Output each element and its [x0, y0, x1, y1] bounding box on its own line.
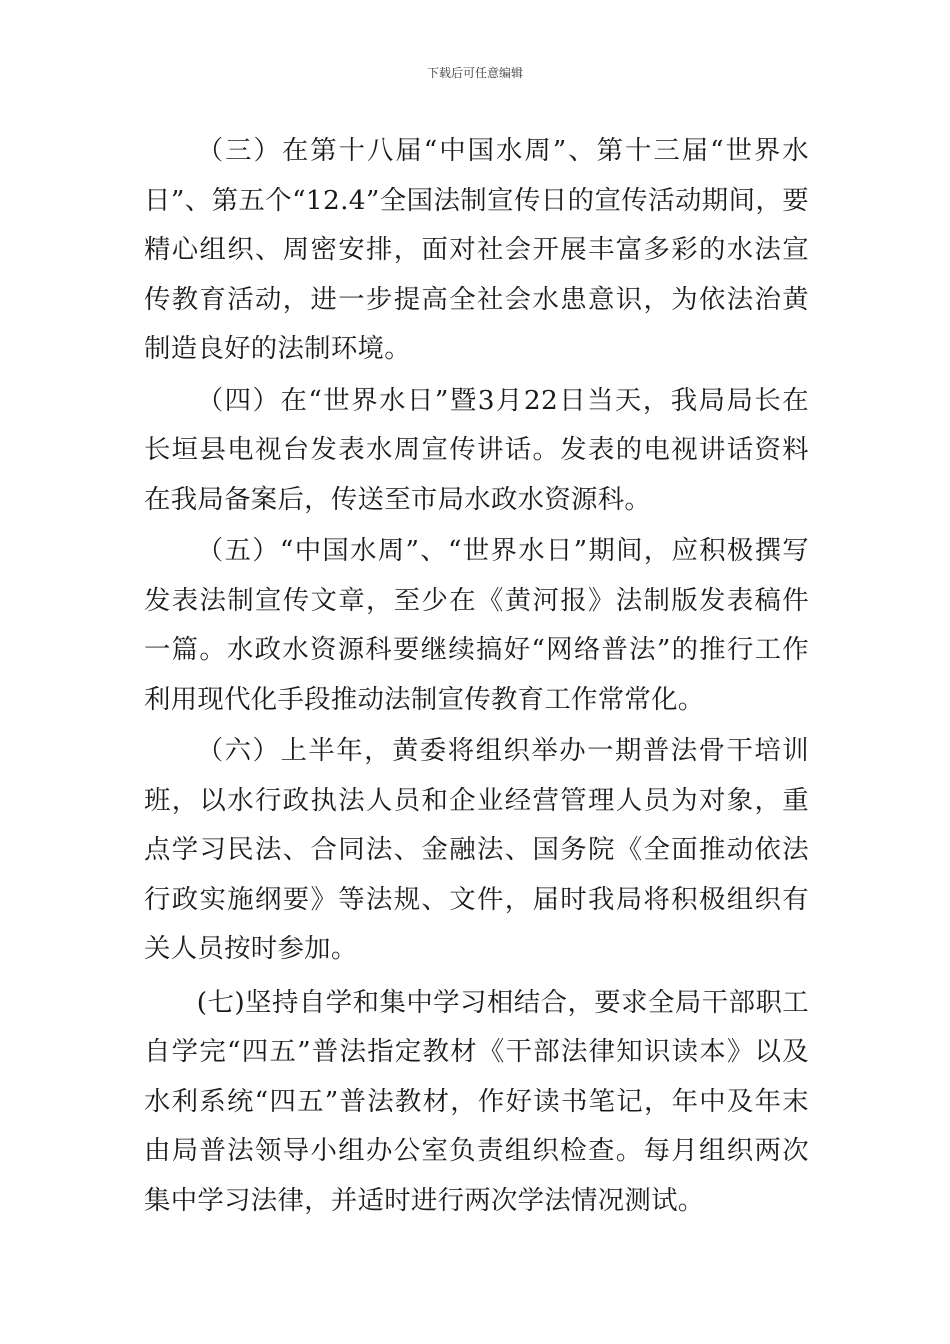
page-header: 下载后可任意编辑	[426, 66, 523, 80]
document-body	[144, 126, 809, 1225]
paragraph-3: （三）在第十八届“中国水周”、第十三届“世界水日”、第五个“12.4”全国法制宣传日的宣传活动期间，要精心组织、周密安排，面对社会开展丰富多彩的水法宣传教育活动，进一步提高全社会水患意识，为依法治黄制造良好的法制环境。	[144, 135, 809, 364]
paragraph-6: （六）上半年，黄委将组织举办一期普法骨干培训班，以水行政执法人员和企业经营管理人员为对象，重点学习民法、合同法、金融法、国务院《全面推动依法行政实施纲要》等法规、文件，届时我局将积极组织有关人员按时参加。	[144, 735, 809, 964]
paragraph-4: （四）在“世界水日”暨3月22日当天，我局局长在长垣县电视台发表水周宣传讲话。发表的电视讲话资料在我局备案后，传送至市局水政水资源科。	[144, 384, 809, 515]
paragraph-5: （五）“中国水周”、“世界水日”期间，应积极撰写发表法制宣传文章，至少在《黄河报》法制版发表稿件一篇。水政水资源科要继续搞好“网络普法”的推行工作利用现代化手段推动法制宣传教育工作常常化。	[144, 535, 809, 715]
paragraph-7: (七)坚持自学和集中学习相结合，要求全局干部职工自学完“四五”普法指定教材《干部法律知识读本》以及水利系统“四五”普法教材，作好读书笔记，年中及年末由局普法领导小组办公室负责组织检查。每月组织两次集中学习法律，并适时进行两次学法情况测试。	[144, 986, 809, 1216]
